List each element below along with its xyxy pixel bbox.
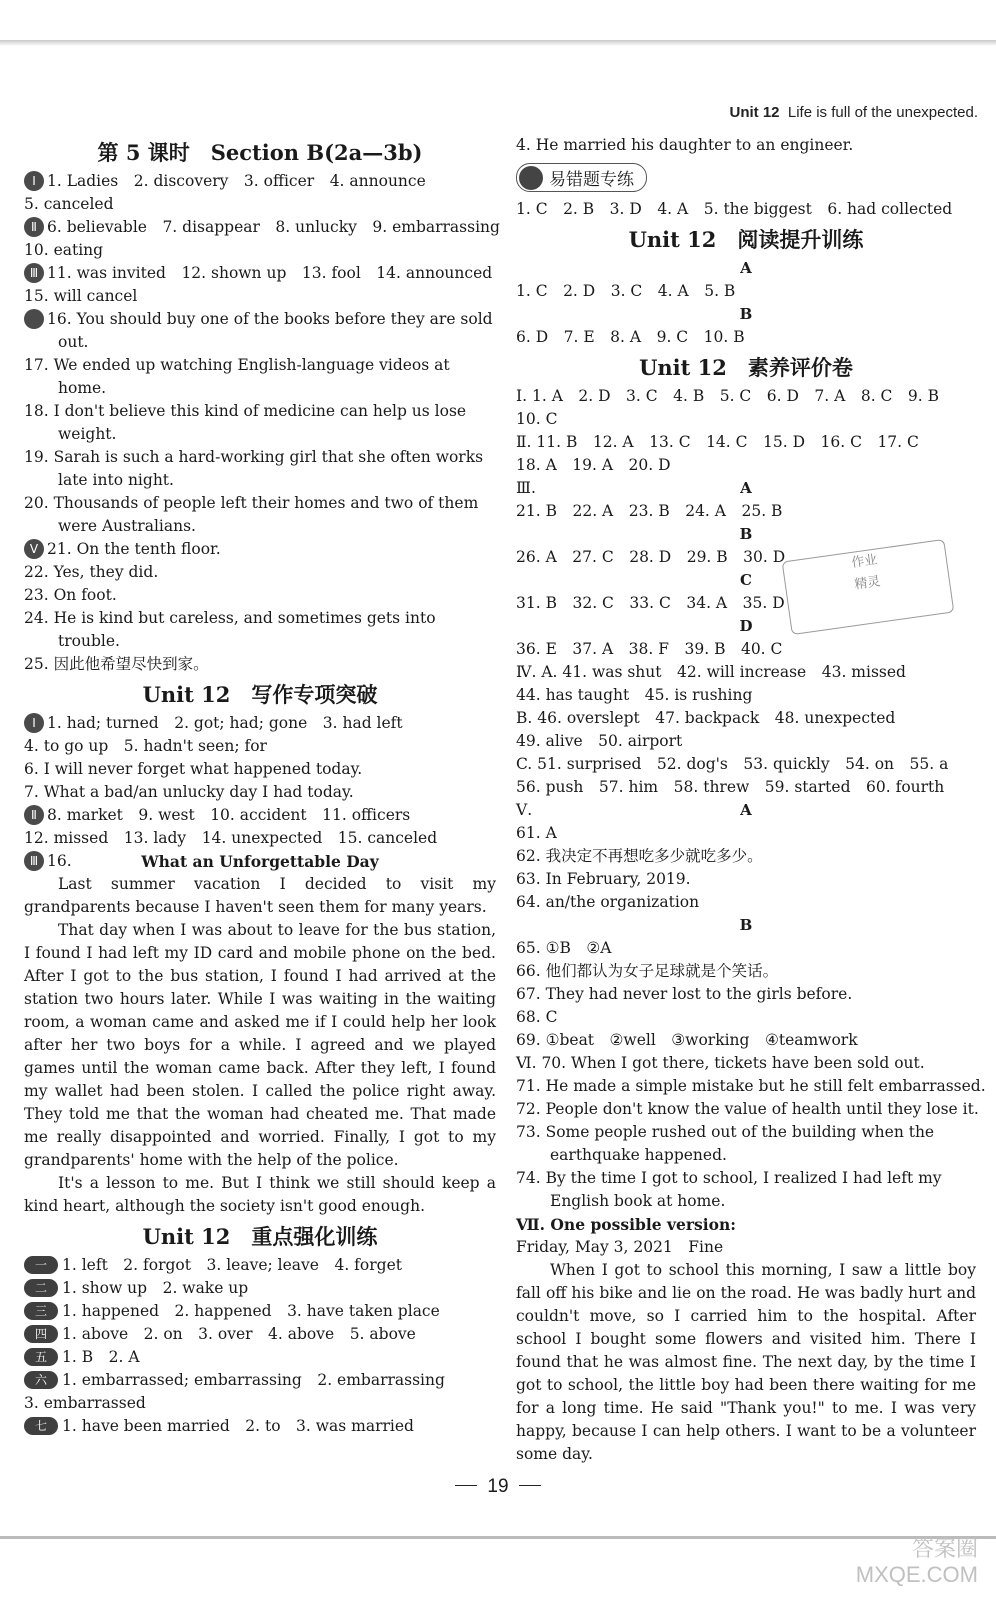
answer-text: 6. believable 7. disappear 8. unlucky 9. embarrassing [47,218,500,236]
answer-line: 4. He married his daughter to an engineer. [516,136,854,154]
right-column [516,134,986,1466]
answer-line: 17. We ended up watching English-language videos at home. [24,356,450,397]
essay-paragraph: That day when I was about to leave for the bus station, I found I had left my ID card and mobile phone on the bed. After I got to the bus station, I found I had arrived at the station two hours later. While I was waiting in the waiting room, a woman came and asked me if I could help her look after her two boys for a while. I agreed and we played games until the woman came back. After they left, I found my wallet had been stolen. I called the police right away. They told me that the woman had cheated me. That made me really disappointed and worried. Finally, I got to my grandparents' home with the help of the police. [24,921,496,1169]
answer-text: 1. happened 2. happened 3. have taken place [62,1302,440,1320]
answer-line: 31. B 32. C 33. C 34. A 35. D [516,594,785,612]
answer-line: 12. missed 13. lady 14. unexpected 15. canceled [24,829,438,847]
answer-line: 1. C 2. B 3. D 4. A 5. the biggest 6. had collected [516,200,953,218]
answer-line [24,804,496,827]
error-practice-banner [516,163,647,192]
answer-text: 1. show up 2. wake up [62,1279,249,1297]
reading-title: Unit 12 阅读提升训练 [628,227,864,252]
left-column [11,134,500,1438]
answer-line: 62. 我决定不再想吃多少就吃多少。 [516,847,763,865]
answer-line: 65. ①B ②A [516,939,612,957]
drill-title: Unit 12 重点强化训练 [142,1224,378,1249]
section-badge: 二 [24,1279,58,1297]
answer-line: 61. A [516,824,557,842]
answer-text: 1. embarrassed; embarrassing 2. embarrassing [62,1371,445,1389]
answer-line: 66. 他们都认为女子足球就是个笑话。 [516,962,779,980]
diary-paragraph: When I got to school this morning, I saw a little boy fall off his bike and lie on the road. He was badly hurt and couldn't move, so I carried him to the hospital. After school I bought some flowers and visited him. There I found that he was almost fine. The next day, by the time I got to school, the little boy had been there waiting for me for a long time. He said "Thank you!" to me. I was very happy, because I can help others. I want to be a volunteer some day. [516,1261,976,1463]
section-badge: Ⅲ [24,851,44,871]
answer-line: 36. E 37. A 38. F 39. B 40. C [516,640,783,658]
answer-line: C. 51. surprised 52. dog's 53. quickly 54. on 55. a [516,755,949,773]
answer-line: Ⅱ. 11. B 12. A 13. C 14. C 15. D 16. C 17. C [516,433,919,451]
banner-label: 易错题专练 [549,170,634,190]
section-badge: 三 [24,1302,58,1320]
answer-line: 20. Thousands of people left their homes and two of them were Australians. [24,494,479,535]
answer-line [24,1369,496,1392]
answer-line [24,538,496,561]
answer-line: 22. Yes, they did. [24,563,159,581]
answer-text: 1. B 2. A [62,1348,140,1366]
section-badge: 四 [24,1325,58,1343]
answer-line [24,1346,496,1369]
answer-line: Ⅶ. One possible version: [516,1215,736,1234]
lesson-title: 第 5 课时 Section B(2a—3b) [97,140,423,165]
answer-line: 19. Sarah is such a hard-working girl that she often works late into night. [24,448,484,489]
section-badge: Ⅲ [24,263,44,283]
part-label: D [739,617,753,635]
question-number: 16. [47,852,72,870]
answer-line: 68. C [516,1008,558,1026]
answer-line [24,170,496,193]
answer-line: 21. B 22. A 23. B 24. A 25. B [516,502,783,520]
answer-line: B. 46. overslept 47. backpack 48. unexpected [516,709,896,727]
section-badge: Ⅰ [24,171,44,191]
running-header [730,104,978,121]
answer-line: 69. ①beat ②well ③working ④teamwork [516,1031,858,1049]
section-badge: 六 [24,1371,58,1389]
answer-line: 18. A 19. A 20. D [516,456,671,474]
answer-text: 16. You should buy one of the books before they are sold out. [47,310,493,351]
section-badge: Ⅳ [24,309,44,329]
top-rule [0,40,996,46]
answer-line: 73. Some people rushed out of the building when the earthquake happened. [516,1123,935,1164]
answer-line: 25. 因此他希望尽快到家。 [24,655,209,673]
essay-paragraph: It's a lesson to me. But I think we still should keep a kind heart, although the society isn't good enough. [24,1174,496,1215]
answer-line [24,712,496,735]
part-label: B [739,305,753,323]
part-label: C [740,571,752,589]
answer-line: Ⅵ. 70. When I got there, tickets have been sold out. [516,1054,925,1072]
essay-title: What an Unforgettable Day [141,852,379,871]
answer-line: 4. to go up 5. hadn't seen; for [24,737,267,755]
section-badge: 五 [24,1348,58,1366]
answer-line: 64. an/the organization [516,893,700,911]
answer-text: 1. have been married 2. to 3. was married [62,1417,414,1435]
answer-line [24,1277,496,1300]
site-watermark [856,1536,978,1588]
answer-line: 6. I will never forget what happened today. [24,760,363,778]
banner-icon [519,166,543,190]
answer-line: 7. What a bad/an unlucky day I had today. [24,783,354,801]
writing-title: Unit 12 写作专项突破 [142,682,378,707]
answer-line: 56. push 57. him 58. threw 59. started 60. fourth [516,778,945,796]
answer-line: 15. will cancel [24,287,138,305]
answer-text: 8. market 9. west 10. accident 11. officers [47,806,411,824]
answer-text: 21. On the tenth floor. [47,540,221,558]
answer-line: Ⅲ. [516,479,536,497]
answer-line: 67. They had never lost to the girls before. [516,985,853,1003]
bottom-rule [0,1536,996,1539]
answer-line: 1. C 2. D 3. C 4. A 5. B [516,282,736,300]
answer-line: 49. alive 50. airport [516,732,683,750]
answer-line: 74. By the time I got to school, I realized I had left my English book at home. [516,1169,942,1210]
answer-line: 3. embarrassed [24,1394,146,1412]
diary-date: Friday, May 3, 2021 Fine [516,1238,724,1256]
answer-line: 63. In February, 2019. [516,870,691,888]
answer-line: Ⅴ. [516,801,533,819]
answer-line: 18. I don't believe this kind of medicine can help us lose weight. [24,402,467,443]
page-footer [0,1476,996,1498]
answer-line: 71. He made a simple mistake but he still felt embarrassed. [516,1077,986,1095]
answer-line: 10. C [516,410,558,428]
footer-dash [455,1485,477,1487]
answer-line [24,262,496,285]
answer-text: 1. left 2. forgot 3. leave; leave 4. forget [62,1256,402,1274]
stamp-line: 精灵 [853,574,882,593]
part-label: A [740,479,752,497]
answer-line: 72. People don't know the value of health until they lose it. [516,1100,979,1118]
answer-line: 44. has taught 45. is rushing [516,686,753,704]
answer-line [24,216,500,239]
part-label: B [739,916,753,934]
answer-line: 24. He is kind but careless, and sometimes gets into trouble. [24,609,436,650]
watermark-line: 答案圈 [911,1536,978,1561]
header-unit: Unit 12 [729,104,780,121]
section-badge: Ⅱ [24,805,44,825]
answer-text: 1. Ladies 2. discovery 3. officer 4. announce [47,172,426,190]
section-badge: 七 [24,1417,58,1435]
answer-line: 6. D 7. E 8. A 9. C 10. B [516,328,745,346]
stamp-line: 作业 [850,552,879,571]
section-badge: Ⅱ [24,217,44,237]
page-number: 19 [487,1476,509,1497]
essay-paragraph: Last summer vacation I decided to visit my grandparents because I haven't seen them for many years. [24,875,496,916]
answer-line [24,1323,496,1346]
answer-line: 26. A 27. C 28. D 29. B 30. D [516,548,786,566]
part-label: A [740,801,752,819]
answer-line [24,1254,496,1277]
answer-text: 11. was invited 12. shown up 13. fool 14. announced [47,264,493,282]
header-title: Life is full of the unexpected. [787,104,978,121]
answer-line [24,850,496,873]
answer-line: 10. eating [24,241,104,259]
section-badge: Ⅴ [24,539,44,559]
section-badge: 一 [24,1256,58,1274]
footer-dash [519,1485,541,1487]
section-badge: Ⅰ [24,713,44,733]
answer-text: 1. had; turned 2. got; had; gone 3. had left [47,714,403,732]
watermark-line: MXQE.COM [855,1562,978,1587]
part-label: A [740,259,752,277]
answer-line: Ⅳ. A. 41. was shut 42. will increase 43. missed [516,663,906,681]
answer-line: 23. On foot. [24,586,117,604]
answer-line: 5. canceled [24,195,114,213]
answer-text: 1. above 2. on 3. over 4. above 5. above [62,1325,416,1343]
answer-line [11,308,496,354]
answer-line [24,1415,496,1438]
part-label: B [739,525,753,543]
answer-line: Ⅰ. 1. A 2. D 3. C 4. B 5. C 6. D 7. A 8. C 9. B [516,387,940,405]
answer-line [24,1300,496,1323]
exam-title: Unit 12 素养评价卷 [639,355,853,380]
